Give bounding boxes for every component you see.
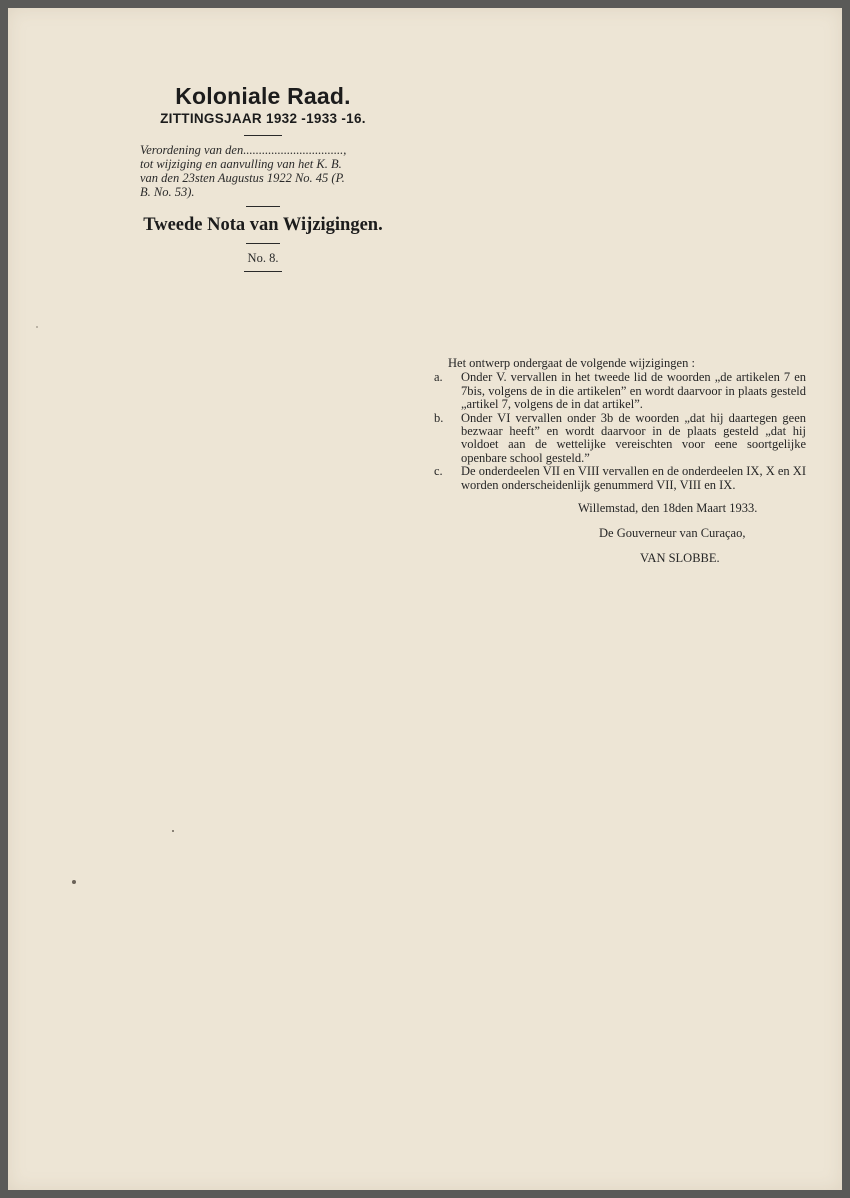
- item-text: Onder VI vervallen onder 3b de woorden „dat hij daartegen geen bezwaar heeft” en wordt daarvoor in de plaats gesteld „dat hij voldoet aan de wettelijke vereischten voor eene soortgelijke openbare school gesteld.”: [461, 410, 806, 465]
- document-number: No. 8.: [247, 251, 279, 265]
- subject-line: B. No. 53).: [140, 185, 195, 199]
- signatory-title: De Gouverneur van Curaçao,: [599, 526, 746, 541]
- subject-line: tot wijziging en aanvulling van het K. B.: [140, 157, 342, 171]
- paper-speck: [36, 326, 38, 328]
- ordinance-subject: [140, 143, 398, 199]
- amendment-item: [430, 412, 806, 466]
- intro-text: Het ontwerp ondergaat de volgende wijzigingen :: [448, 356, 695, 370]
- document-page: [8, 8, 842, 1190]
- signatory-name: VAN SLOBBE.: [640, 550, 720, 565]
- subject-line: Verordening van den................................,: [140, 143, 347, 157]
- divider: [244, 271, 282, 272]
- item-label: c.: [434, 464, 443, 479]
- document-header: [128, 82, 398, 279]
- session-year: ZITTINGSJAAR 1932 -1933 -16.: [160, 111, 366, 126]
- paper-speck: [172, 830, 174, 832]
- subject-line: van den 23sten Augustus 1922 No. 45 (P.: [140, 171, 345, 185]
- item-label: b.: [434, 410, 444, 425]
- item-label: a.: [434, 370, 443, 385]
- amendment-item: [430, 371, 806, 411]
- place-date: Willemstad, den 18den Maart 1933.: [578, 501, 758, 516]
- item-text: De onderdeelen VII en VIII vervallen en de onderdeelen IX, X en XI worden onderscheidenlijk genummerd VII, VIII en IX.: [461, 464, 806, 492]
- nota-title: Tweede Nota van Wijzigingen.: [143, 215, 383, 235]
- paper-speck: [72, 880, 76, 884]
- council-title: Koloniale Raad.: [175, 83, 351, 109]
- divider: [246, 243, 280, 244]
- amendment-body: [430, 357, 806, 565]
- divider: [244, 135, 282, 136]
- divider: [246, 206, 280, 207]
- item-text: Onder V. vervallen in het tweede lid de woorden „de artikelen 7 en 7bis, volgens de in die artikelen” en wordt daarvoor in plaats gesteld „artikel 7, volgens de in dat artikel”.: [461, 370, 806, 412]
- amendment-item: [430, 465, 806, 492]
